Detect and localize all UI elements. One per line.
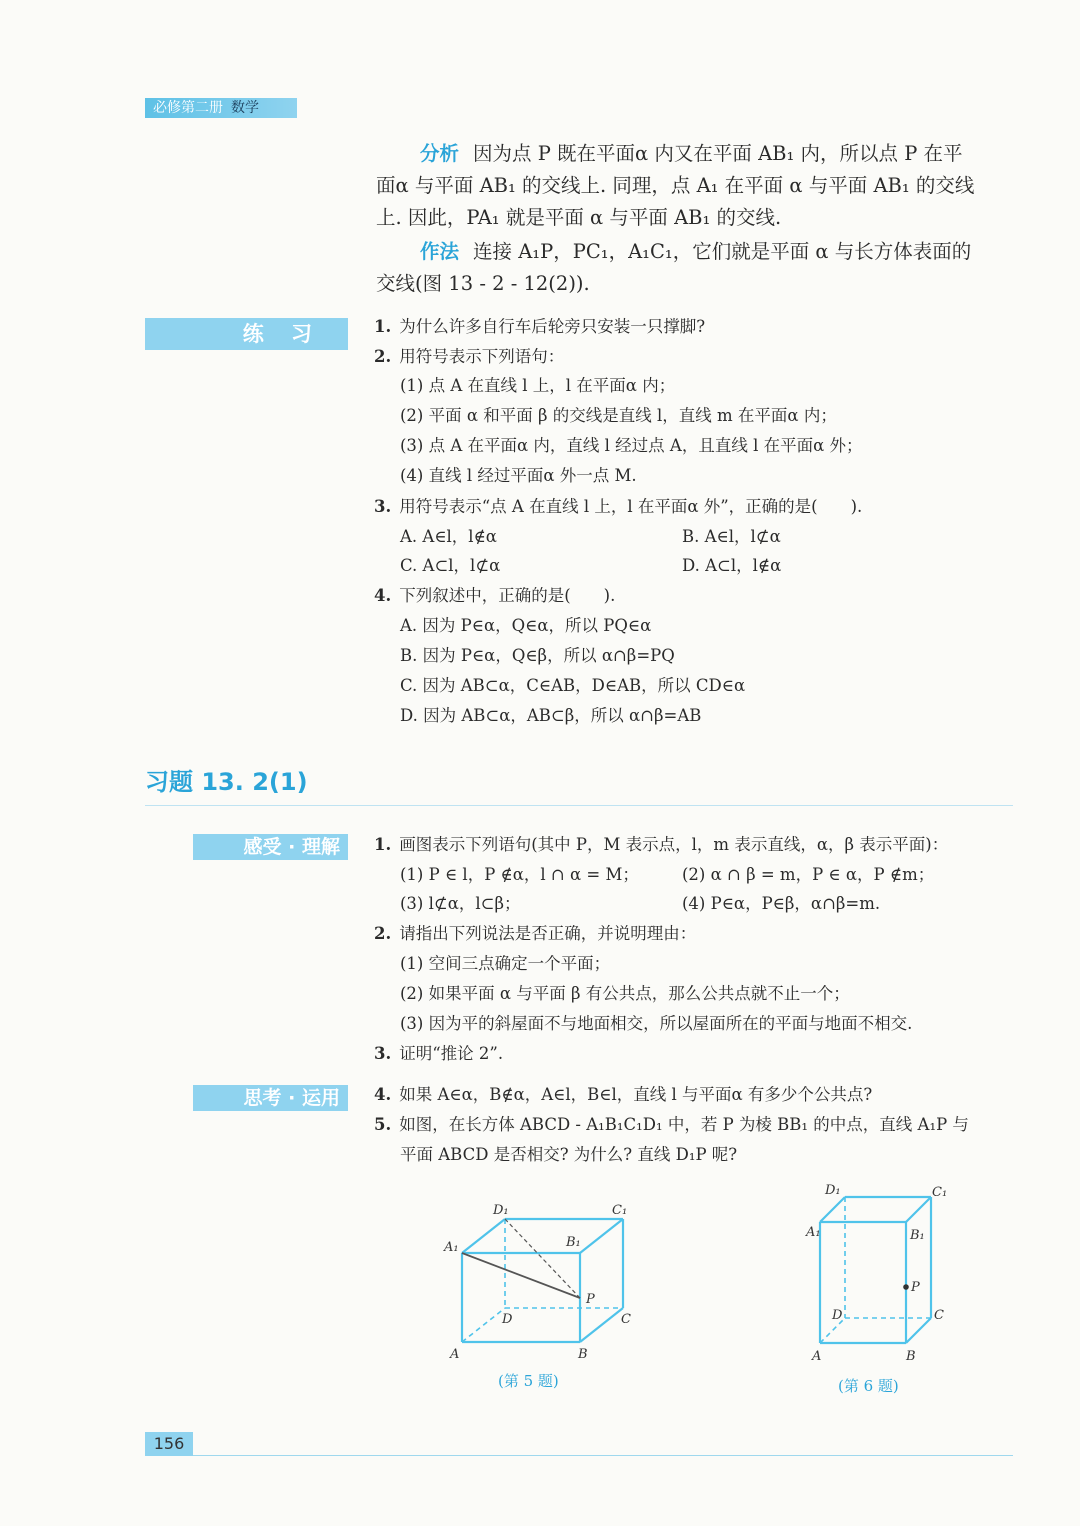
exercise-e2: 2. 请指出下列说法是否正确，并说明理由：	[374, 924, 697, 943]
subject-name: 数学	[231, 100, 259, 116]
label-a: A	[450, 1347, 460, 1362]
edge-bc	[906, 1318, 931, 1343]
figure-6-cuboid	[800, 1175, 960, 1375]
exercise-e2-item-1: (1) 空间三点确定一个平面；	[400, 954, 611, 973]
practice-q2-item-4: (4) 直线 l 经过平面α 外一点 M.	[400, 466, 637, 485]
exercise-e3: 3. 证明“推论 2”.	[374, 1044, 504, 1063]
book-volume: 必修第二册	[153, 100, 223, 116]
label-d1: D₁	[825, 1183, 841, 1198]
label-a1: A₁	[444, 1240, 459, 1255]
edge-b1c1	[906, 1197, 931, 1222]
practice-q4: 4. 下列叙述中，正确的是( ).	[374, 586, 616, 605]
method-line-2: 交线(图 13 - 2 - 12(2)).	[376, 272, 590, 295]
label-c: C	[934, 1308, 944, 1323]
edge-a1d1	[462, 1219, 505, 1253]
header-tag	[145, 98, 297, 118]
edge-ad-hidden	[462, 1308, 505, 1342]
figure-5-cuboid	[430, 1195, 650, 1370]
label-b: B	[906, 1349, 916, 1364]
section-divider	[145, 805, 1013, 806]
analysis-line-3: 上. 因此，PA₁ 就是平面 α 与平面 AB₁ 的交线.	[376, 206, 782, 229]
figure-5-caption: (第 5 题)	[498, 1372, 559, 1390]
edge-b1c1	[580, 1219, 623, 1253]
edge-bc	[580, 1308, 623, 1342]
label-b1: B₁	[566, 1235, 581, 1250]
label-d: D	[502, 1312, 513, 1327]
practice-q2: 2. 用符号表示下列语句：	[374, 347, 565, 366]
exercise-e1-item-1: (1) P ∈ l，P ∉α，l ∩ α = M；	[400, 865, 639, 884]
page-number: 156	[145, 1432, 193, 1456]
method-label: 作法	[420, 240, 460, 263]
label-a: A	[812, 1349, 822, 1364]
exercise-e2-item-2: (2) 如果平面 α 与平面 β 有公共点，那么公共点就不止一个；	[400, 984, 850, 1003]
exercise-title: 习题 13. 2(1)	[145, 768, 308, 796]
group-label-understand: 感受 · 理解	[193, 834, 348, 860]
label-a1: A₁	[806, 1225, 821, 1240]
edge-a1d1	[820, 1197, 845, 1222]
exercise-e1-item-3: (3) l⊄α，l⊂β；	[400, 894, 521, 913]
practice-q4-opt-c: C. 因为 AB⊂α，C∈AB，D∈AB，所以 CD∈α	[400, 676, 746, 695]
group-label-apply: 思考 · 运用	[193, 1085, 348, 1111]
segment-d1p	[505, 1219, 580, 1298]
label-d: D	[832, 1308, 843, 1323]
practice-q4-opt-d: D. 因为 AB⊂α，AB⊂β，所以 α∩β=AB	[400, 706, 702, 725]
exercise-e5: 5. 如图，在长方体 ABCD - A₁B₁C₁D₁ 中，若 P 为棱 BB₁ 的中点，直线 A₁P 与	[374, 1115, 969, 1134]
exercise-e1-item-2: (2) α ∩ β = m，P ∈ α，P ∉m；	[682, 865, 935, 884]
point-p	[903, 1284, 909, 1290]
label-b1: B₁	[910, 1228, 925, 1243]
practice-q3: 3. 用符号表示“点 A 在直线 l 上，l 在平面α 外”，正确的是( ).	[374, 497, 863, 516]
practice-q2-item-1: (1) 点 A 在直线 l 上，l 在平面α 内；	[400, 376, 676, 395]
practice-q2-item-3: (3) 点 A 在平面α 内，直线 l 经过点 A，且直线 l 在平面α 外；	[400, 436, 863, 455]
footer-line	[193, 1455, 1013, 1456]
analysis-label: 分析	[420, 142, 460, 165]
practice-q3-opt-b: B. A∈l，l⊄α	[682, 527, 781, 546]
practice-q4-opt-a: A. 因为 P∈α，Q∈α，所以 PQ∈α	[400, 616, 652, 635]
exercise-e1: 1. 画图表示下列语句(其中 P，M 表示点，l，m 表示直线，α，β 表示平面)：	[374, 835, 949, 854]
practice-q3-opt-d: D. A⊂l，l∉α	[682, 556, 782, 575]
label-p: P	[911, 1280, 920, 1295]
analysis-line-2: 面α 与平面 AB₁ 的交线上. 同理，点 A₁ 在平面 α 与平面 AB₁ 的交线	[376, 174, 975, 197]
practice-label: 练 习	[145, 318, 348, 350]
analysis-line-1: 分析 因为点 P 既在平面α 内又在平面 AB₁ 内，所以点 P 在平	[420, 142, 963, 165]
practice-q4-opt-b: B. 因为 P∈α，Q∈β，所以 α∩β=PQ	[400, 646, 675, 665]
practice-q2-item-2: (2) 平面 α 和平面 β 的交线是直线 l，直线 m 在平面α 内；	[400, 406, 837, 425]
practice-q1: 1. 为什么许多自行车后轮旁只安装一只撑脚?	[374, 317, 706, 336]
label-b: B	[578, 1347, 588, 1362]
practice-q3-opt-c: C. A⊂l，l⊄α	[400, 556, 501, 575]
label-c1: C₁	[612, 1203, 628, 1218]
figure-6-caption: (第 6 题)	[838, 1377, 899, 1395]
exercise-e5-line-2: 平面 ABCD 是否相交? 为什么? 直线 D₁P 呢?	[400, 1145, 738, 1164]
exercise-e2-item-3: (3) 因为平的斜屋面不与地面相交，所以屋面所在的平面与地面不相交.	[400, 1014, 913, 1033]
label-c: C	[621, 1312, 631, 1327]
method-line-1: 作法 连接 A₁P，PC₁，A₁C₁，它们就是平面 α 与长方体表面的	[420, 240, 972, 263]
label-c1: C₁	[932, 1185, 948, 1200]
label-d1: D₁	[493, 1203, 509, 1218]
label-p: P	[586, 1292, 595, 1307]
practice-q3-opt-a: A. A∈l，l∉α	[400, 527, 497, 546]
exercise-e4: 4. 如果 A∈α，B∉α，A∈l，B∈l，直线 l 与平面α 有多少个公共点?	[374, 1085, 873, 1104]
exercise-e1-item-4: (4) P∈α，P∈β，α∩β=m.	[682, 894, 881, 913]
segment-a1p	[462, 1253, 580, 1298]
